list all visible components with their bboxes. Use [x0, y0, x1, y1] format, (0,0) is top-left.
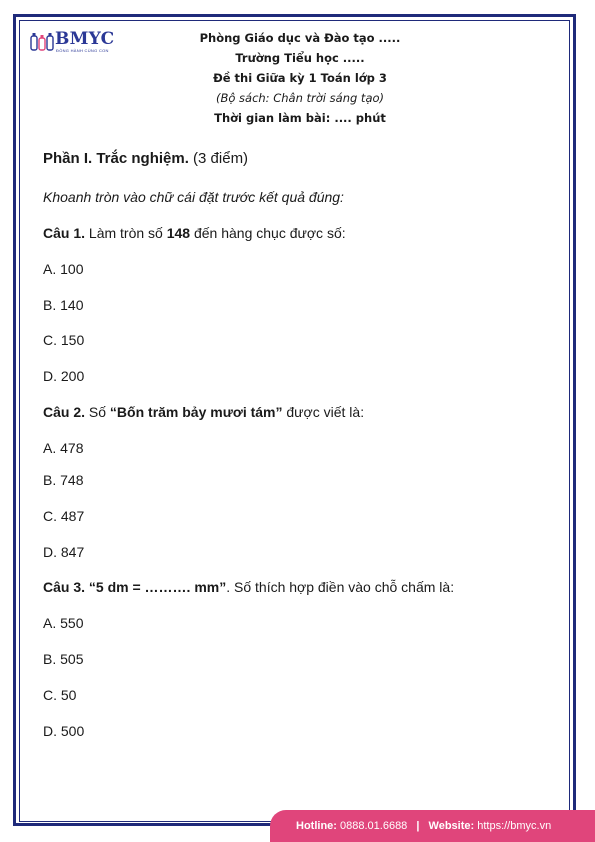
question-1: Câu 1. Làm tròn số 148 đến hàng chục được số:	[43, 225, 346, 241]
header-duration: Thời gian làm bài: .... phút	[214, 111, 386, 125]
hotline-number[interactable]: 0888.01.6688	[340, 820, 408, 832]
section-instruction: Khoanh tròn vào chữ cái đặt trước kết quả đúng:	[43, 189, 344, 205]
question-3: Câu 3. “5 dm = ………. mm”. Số thích hợp điền vào chỗ chấm là:	[43, 579, 455, 595]
q1-option-d: D. 200	[43, 368, 85, 384]
q2-option-c: C. 487	[43, 508, 85, 524]
q2-option-b: B. 748	[43, 472, 84, 488]
website-label: Website:	[428, 820, 475, 832]
contact-footer	[270, 810, 595, 842]
section-title: Phần I. Trắc nghiệm. (3 điểm)	[43, 150, 249, 167]
q3-option-d: D. 500	[43, 723, 85, 739]
header-department: Phòng Giáo dục và Đào tạo .....	[199, 31, 401, 45]
q2-option-d: D. 847	[43, 544, 85, 560]
exam-header	[160, 28, 440, 128]
website-link[interactable]: https://bmyc.vn	[477, 820, 552, 832]
hotline-label: Hotline:	[296, 820, 337, 832]
brand-logo	[30, 28, 120, 56]
header-school: Trường Tiểu học .....	[235, 51, 365, 65]
header-exam-title: Đề thi Giữa kỳ 1 Toán lớp 3	[213, 71, 387, 85]
bottles-icon	[30, 30, 54, 52]
q3-option-c: C. 50	[43, 687, 77, 703]
q1-option-a: A. 100	[43, 261, 84, 277]
brand-tagline: ĐỒNG HÀNH CÙNG CON	[56, 48, 109, 53]
q1-option-b: B. 140	[43, 297, 84, 313]
header-book-series: (Bộ sách: Chân trời sáng tạo)	[215, 91, 385, 105]
brand-name: BMYC	[55, 29, 115, 49]
q3-option-a: A. 550	[43, 615, 84, 631]
question-2: Câu 2. Số “Bốn trăm bảy mươi tám” được viết là:	[43, 404, 365, 420]
q1-option-c: C. 150	[43, 332, 85, 348]
footer-separator: |	[416, 820, 420, 832]
q3-option-b: B. 505	[43, 651, 84, 667]
q2-option-a: A. 478	[43, 440, 84, 456]
